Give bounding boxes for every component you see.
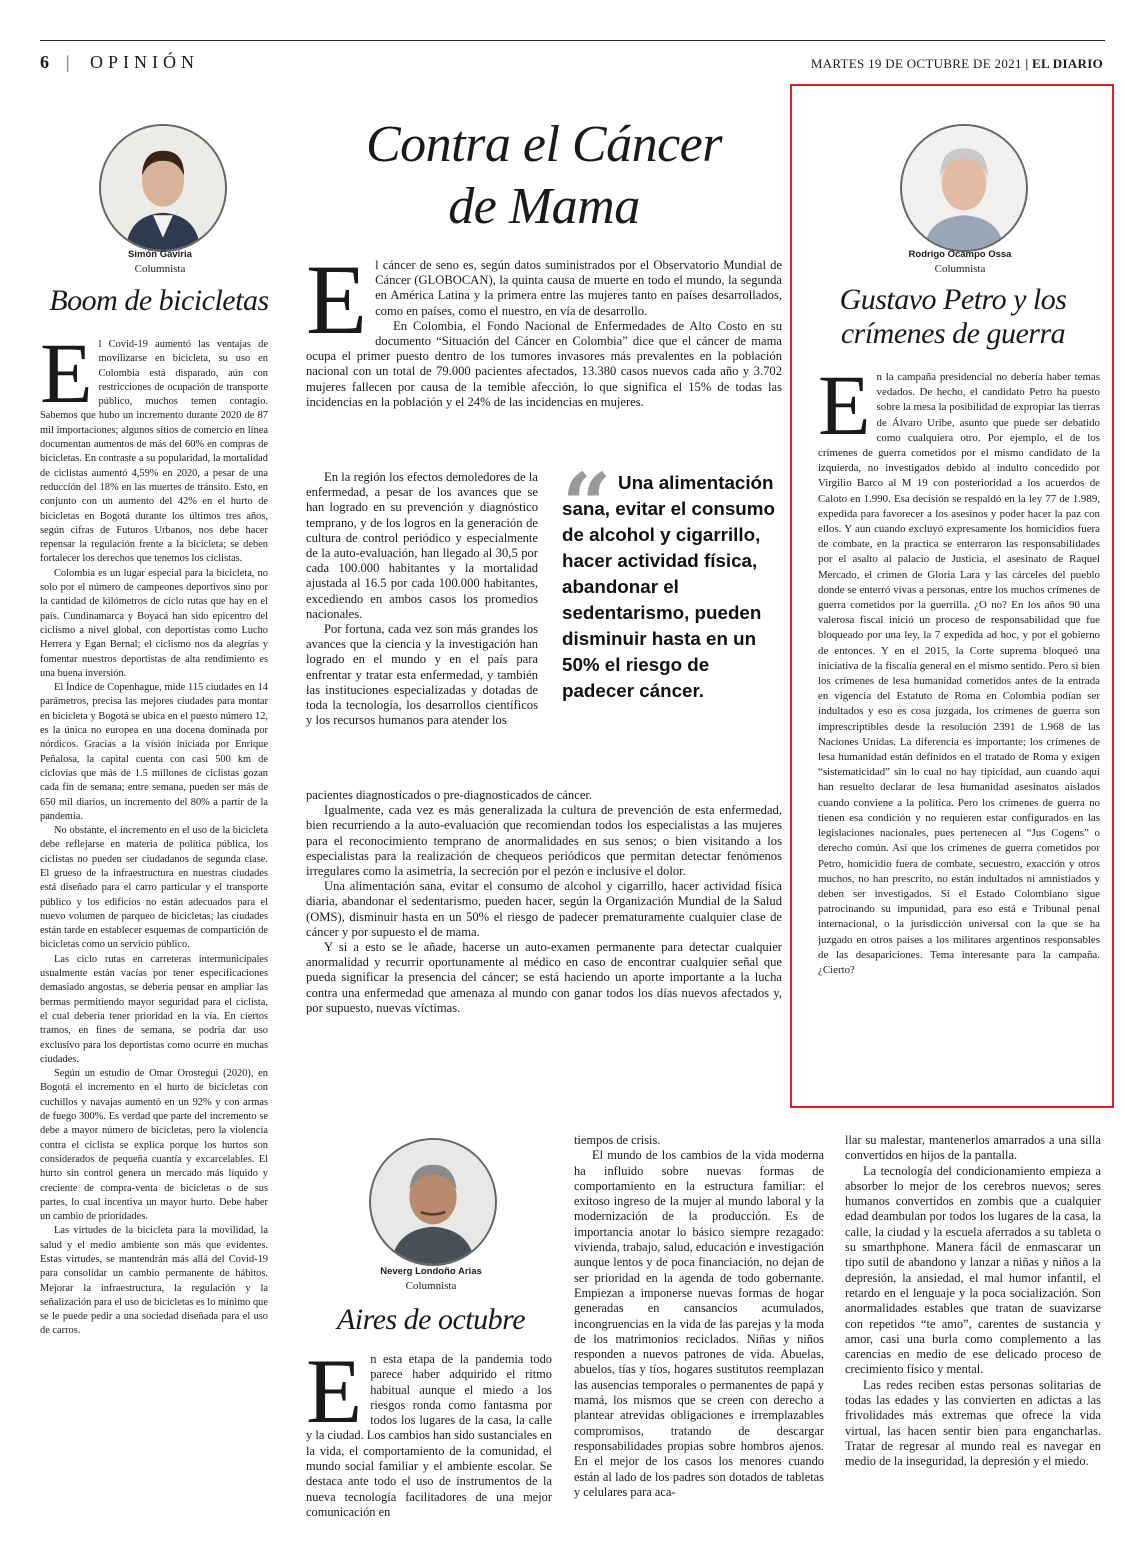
editorial-headline (300, 114, 788, 238)
headline-line: crímenes de guerra (840, 317, 1066, 350)
author-name: Neverg Londoño Arias (380, 1266, 482, 1277)
paragraph: tiempos de crisis. (574, 1133, 661, 1147)
column-body: En la campaña presidencial no debería haber temas vedados. De hecho, el candidato Petro ha puesto sobre la mesa la posibilidad de expropiar las tierras de Álvaro Uribe, asunto que puede ser debatido como cualquiera otro. Por ejemplo, el de los crímenes de guerra cometidos por el mismo candidato de la izquierda, no investigados debido al indulto concedido por Virgilio Barco al M 19 con posterioridad a los acuerdos de Caloto en 1.990. Esa decisión se respaldó en la ley 77 de 1.989, expedida para favorecer a los asesinos y poder hacer la paz con ellos. Y aun cuando excluyó expresamente los homicidios fuera de combate, en la practica se enterraron las responsabilidades por el asalto al palacio de Justicia, el asesinato de Raquel Mercado, el crimen de Gloria Lara y las cárceles del pueblo donde se enterró vivas a personas, entre los muchos crímenes de guerra cometidos por la guerrilla. ¿O no? En los años 90 una valerosa fiscal inició un proceso de responsabilidad que fue bloqueado por una ley, la 7 expedida ad hoc, y por el gobierno de entonces. Y en el 2015, la Corte suprema bloqueó una iniciativa de la fiscalía general en el mismo sentido. Pero si bien los crímenes de lesa humanidad cometidos antes de la entrada en vigencia del Estatuto de Roma en Colombia podían ser indultados y eso es cosa juzgada, los crímenes de guerra son imprescriptibles desde la resolución 2391 de 1.968 de las Naciones Unidas. La diferencia es importante; los crímenes de lesa humanidad están definidos en el tratado de Roma y exigen “sistematicidad” sin lo cual no hay tipicidad, aun cuando aquí han resuelto declarar de lesa humanidad asesinatos aislados cuando conviene a la política. Pero los crímenes de guerra no tienen esa condición y no requieren estar configurados en las legislaciones nacionales, pues pertenecen al “Jus Cogens” o derecho común. Así que los crímenes de guerra cometidos por Petro, homicidio fuera de combate, secuestro, exacción y otros muchos, no han prescrito, no están indultados ni amnistiados y deben ser investigados. Si el Estado Colombiano sigue patrocinando su impunidad, para eso está e Tribunal penal internacional, o la jurisdicción universal con la que se ha juzgado en otros países a los militares argentinos responsables de las desapariciones. Tema interesante para la campaña. ¿Cierto? (818, 370, 1100, 976)
drop-cap: E (40, 338, 93, 421)
column-body-col2 (574, 1133, 824, 1551)
author-role: Columnista (405, 1280, 457, 1292)
drop-cap: E (818, 370, 871, 453)
issue-date: MARTES 19 DE OCTUBRE DE 2021 (810, 56, 1022, 71)
column-body-col1: En esta etapa de la pandemia todo parece haber adquirido el ritmo habitual aunque el miedo a los riesgos ronda como fantasma por todos los lugares de la casa, la calle y la ciudad. Los cambios han sido sustanciales en la vida, el comportamiento de la comunidad, el mundo social familiar y el ambiente escolar. Se destaca ante todo el uso de instrumentos de la nueva tecnología facilitadores de una mejor comunicación en (306, 1352, 552, 1519)
column-headline (800, 283, 1106, 351)
author-photo-rodrigo-ocampo (900, 124, 1028, 252)
paragraph: El Índice de Copenhague, mide 115 ciudades en 14 parámetros, precisa las mejores ciudades para montar en bicicleta y Bogotá se ubica en el puesto número 12, es la única no europea en una docena dominada por nórdicos. Gracias a la visión iniciada por Enrique Peñalosa, la capital cuenta con casi 500 km de ciclovías que más de 1.5 millones de ciclistas gozan cada fin de semana; entre semana, pueden ser más de 650 mil diarios, un incremento del 80% a partir de la pandemia. (40, 682, 268, 822)
paragraph: pacientes diagnosticados o pre-diagnosticados de cáncer. (306, 788, 593, 802)
paragraph: El mundo de los cambios de la vida moderna ha influido sobre nuevas formas de comportamiento en la estructura familiar: el exitoso ingreso de la mujer al mundo laboral y la modernización de la producción. Es de importancia anotar lo básico siempre rezagado: vivienda, trabajo, salud, educación e investigación aunque lentos y de poca financiación, no dejan de ser prioridad en la agenda de todo gobernante. Empiezan a imponerse nuevas formas de hogar generadas en cansancios acumulados, incongruencias en la vida de las parejas y la moda de los matrimonios reciclados. Niñas y niños responden a nuevos patrones de vida. Abuelas, abuelos, tías y tíos, hogares sustitutos reemplazan las ausencias temporales o permanentes de papá y mamá, los mismos que se creen con derecho a plantear atrevidas obligaciones e irremplazables compromisos, tratando de descargar responsabilidades propias sobre hombros ajenos. En el mejor de los casos los menores cuando están al lado de los padres son dotados de tabletas y celulares para aca- (574, 1148, 824, 1499)
column-headline: Boom de bicicletas (49, 284, 269, 317)
portrait-icon (101, 126, 225, 250)
paragraph: llar su malestar, mantenerlos amarrados a una silla convertidos en hijos de la pantalla. (845, 1133, 1101, 1163)
paragraph: Una alimentación sana, evitar el consumo de alcohol y cigarrillo, hacer actividad física diaria, abandonar el sedentarismo, pueden hacer, según la Organización Mundial de la Salud (OMS), disminuir hasta en un 50% el riesgo de padecer prematuramente cualquier clase de cáncer y por supuesto el de mama. (306, 879, 782, 939)
pull-quote-text: Una alimentación sana, evitar el consumo de alcohol y cigarrillo, hacer actividad física, abandonar el sedentarismo, pueden disminuir hasta en un 50% el riesgo de padecer cáncer. (562, 472, 775, 701)
author-name: Simón Gaviria (128, 249, 192, 260)
paragraph: Las ciclo rutas en carreteras intermunicipales usualmente están vacías por tener especificaciones demasiado angostas, se debería pensar en ampliar las bermas permitiendo mayor seguridad para el ciclista, el cual debería tener prioridad en la vía. En ciertos tramos, en fines de semana, se podría dar uso exclusivo para los deportistas como ocurre en muchas ciudades. (40, 953, 268, 1065)
author-name: Rodrigo Ocampo Ossa (908, 249, 1012, 260)
author-photo-simon-gaviria (99, 124, 227, 252)
paragraph: Colombia es un lugar especial para la bicicleta, no solo por el número de campeones deportivos sino por la cantidad de kilómetros de ciclo rutas que hay en el país. Cundinamarca y Boyacá han sido epicentro del ciclismo a nivel global, con deportistas como Lucho Herrera y Egan Bernal; el ciclismo nos da alegrías y fomentar nuestros deportistas de alta rendimiento es una buena inversión. (40, 567, 268, 679)
paragraph: No obstante, el incremento en el uso de la bicicleta debe reflejarse en materia de política pública, los ciclistas no pueden ser ciudadanos de segunda clase. El grueso de la infraestructura en nuestras ciudades está diseñado para el carro particular y el transporte público y los edificios no están adecuados para el nuevo volumen de parqueo de bicicletas; las ciudades están tarde en establecer esquemas de compartición de bicicletas como un servicio público. (40, 825, 268, 951)
top-rule (40, 40, 1105, 41)
column-body: El Covid-19 aumentó las ventajas de movilizarse en bicicleta, su uso en Colombia está disparado, aún con restricciones de ocupación de transporte público, muchos temen contagio. Sabemos que hubo un incremento durante 2020 de 87 mil importaciones; algunos sitios de comercio en línea documentan aumentos de más del 60% en compras de bicicletas. En contraste a su popularidad, la mortalidad de ciclistas aumentó 4,59% en 2020, a pesar de una reducción del 18% en las muertes de tránsito. Esto, en conjunto con un aumento del 42% en el hurto de bicicletas en Bogotá durante los últimos tres años, según cifras de Futuros Urbanos, nos debe hacer repensar la regulación frente a la bicicleta; se deben fortalecer los derechos que tenemos los ciclistas. Colombia es un lugar especial para la bicicleta, no solo por el número de campeones deportivos sino por la cantidad de kilómetros de ciclo rutas que hay en el país. Cundinamarca y Boyacá han sido epicentro del ciclismo a nivel global, con deportistas como Lucho Herrera y Egan Bernal; el ciclismo nos da alegrías y fomentar nuestros deportistas de alta rendimiento es una buena inversión. El Índice de Copenhague, mide 115 ciudades en 14 parámetros, precisa las mejores ciudades para montar en bicicleta y Bogotá se ubica en el puesto número 12, es la única no europea en una docena dominada por nórdicos. Gracias a la visión iniciada por Enrique Peñalosa, la capital cuenta con casi 500 km de ciclovías que más de 1.5 millones de ciclistas gozan cada fin de semana; entre semana, pueden ser más de 650 mil diarios, un incremento del 80% a partir de la pandemia. No obstante, el incremento en el uso de la bicicleta debe reflejarse en materia de política pública, los ciclistas no pueden ser ciudadanos de segunda clase. El grueso de la infraestructura en nuestras ciudades está diseñado para el carro particular y el transporte público y los edificios no están adecuados para el nuevo volumen de parqueo de bicicletas; las ciudades están tarde en establecer esquemas de compartición de bicicletas como un servicio público. Las ciclo rutas en carreteras intermunicipales usualmente están vacías por tener especificaciones demasiado angostas, se debería pensar en ampliar las bermas permitiendo mayor seguridad para el ciclista, el cual debería tener prioridad en la vía. En ciertos tramos, en fines de semana, se podría dar uso exclusivo para los deportistas como ocurre en muchas ciudades. Según un estudio de Omar Orostegui (2020), en Bogotá el incremento en el hurto de bicicletas con cuchillos y navajas aumentó en un 92% y con armas de fuego 300%. Es verdad que parte del incremento se debe a mayor número de bicicletas, pero la violencia contra el ciclista se explica porque los hurtos son considerados de pequeña cuantía y excarcelables. El hurto sin control genera un mercado más líquido y creciente de compra-venta de bicicletas o de sus partes, lo cual incentiva un mayor hurto. Debe haber un cambio de prioridades. Las virtudes de la bicicleta para la movilidad, la salud y el medio ambiente son más que evidentes. Estas virtudes, se mantendrán más allá del Covid-19 para consolidar un cambio permanente de hábitos. Mejorar la infraestructura, la regulación y la señalización para el uso de bicicletas es lo mínimo que se le puede pedir a una sociedad diseñada para el uso de carros. (40, 338, 268, 1550)
column-body-col3 (845, 1133, 1101, 1551)
portrait-icon (902, 126, 1026, 250)
drop-cap: E (306, 1352, 363, 1442)
newspaper-name: | EL DIARIO (1025, 56, 1103, 71)
paragraph: Las virtudes de la bicicleta para la movilidad, la salud y el medio ambiente son más que evidentes. Estas virtudes, se mantendrán más allá del Covid-19 para consolidar un cambio permanente de hábitos. Mejorar la infraestructura, la regulación y la señalización para el uso de bicicletas es lo mínimo que se le puede pedir a una sociedad diseñada para el uso de carros. (40, 1225, 268, 1337)
dateline (811, 56, 1103, 72)
drop-cap: E (306, 244, 368, 355)
portrait-icon (371, 1140, 495, 1264)
editorial-body-bottom (306, 788, 782, 1016)
column-headline: Aires de octubre (336, 1303, 526, 1336)
author-role: Columnista (934, 263, 986, 275)
editorial-body-top: El cáncer de seno es, según datos suministrados por el Observatorio Mundial de Cáncer (GLOBOCAN), la quinta causa de muerte en todo el mundo, la segunda en América Latina y la primera entre las mujeres tanto en países desarrollados, como en países, como el nuestro, en vía de desarrollo. En Colombia, el Fondo Nacional de Enfermedades de Alto Costo en su documento “Situación del Cáncer en Colombia” dice que el cáncer de mama ocupa el primer puesto dentro de los tumores invasores más prevalentes en la población nacional con un total de 79.000 pacientes afectados, 13.380 casos nuevos cada año y 3.702 mujeres fallecen por causa de la temible afección, lo que significa el 15% de todas las incidencias en la población y el 24% de las incidencias en mujeres. (306, 244, 782, 409)
quote-mark-icon: “ (562, 455, 612, 556)
author-role: Columnista (134, 263, 186, 275)
paragraph: En Colombia, el Fondo Nacional de Enfermedades de Alto Costo en su documento “Situación del Cáncer en Colombia” dice que el cáncer de mama ocupa el primer puesto dentro de los tumores invasores más prevalentes en la población nacional con un total de 79.000 pacientes afectados, 13.380 casos nuevos cada año y 3.702 mujeres fallecen por causa de la temible afección, lo que significa el 15% de todas las incidencias en la población y el 24% de las incidencias en mujeres. (306, 318, 782, 409)
section-name: OPINIÓN (90, 52, 199, 72)
paragraph: Y si a esto se le añade, hacerse un auto-examen permanente para detectar cualquier anormalidad y recurrir oportunamente al médico en caso de encontrar cualquier señal que pueda significar la presencia del cáncer; se está haciendo un aporte importante a la lucha contra una enfermedad que amenaza al mundo con ganar todos los días nuevos afectados y, por supuesto, nuevas víctimas. (306, 940, 782, 1015)
page-number: 6 (40, 52, 50, 72)
author-photo-neverg-londono (369, 1138, 497, 1266)
headline-line: de Mama (448, 178, 640, 235)
editorial-body-narrow (306, 470, 538, 728)
pull-quote (562, 455, 782, 704)
paragraph: Igualmente, cada vez es más generalizada la cultura de prevención de esta enfermedad, bien recurriendo a la auto-evaluación que recomiendan todos los especialistas a las mujeres para el reconocimiento temprano de anormalidades en sus senos; o bien visitando a los especialistas para la realización de chequeos periódicos que permitan detectar fenómenos irregulares como la asimetría, la secreción por el pezón e inclusive el dolor. (306, 803, 782, 879)
headline-line: Gustavo Petro y los (839, 283, 1067, 316)
paragraph: Las redes reciben estas personas solitarias de todas las edades y las convierten en adictas a las frivolidades más extremas que ofrece la vida virtual, las hacen sentir bien para engancharlas. Tratar de regresar al mundo real es navegar en medio de la inseguridad, la depresión y el miedo. (845, 1377, 1101, 1469)
paragraph: La tecnología del condicionamiento empieza a absorber lo mejor de los cerebros nuevos; seres humanos convertidos en zombis que a cualquier edad deambulan por todos los lugares de la casa, la calle, la ciudad y la escuela aferrados a su tableta o su smarthphone. Manera fácil de enmascarar un tipo sutil de abandono y lanzar a niñas y niños a la depresión, la ansiedad, el mal humor infantil, el retardo en el lenguaje y la poca socialización. Son anormalidades estables que tratan de suavizarse con repetidos “te amo”, carentes de sustancia y amor, casi una burla como complemento a las carencias en medio de ese delicado proceso de crecimiento físico y mental. (845, 1163, 1101, 1377)
header-separator: | (66, 52, 70, 72)
paragraph: Según un estudio de Omar Orostegui (2020), en Bogotá el incremento en el hurto de bicicletas con cuchillos y navajas aumentó en un 92% y con armas de fuego 300%. Es verdad que parte del incremento se debe a mayor número de bicicletas, pero la violencia contra el ciclista se explica porque los hurtos son considerados de pequeña cuantía y excarcelables. El hurto sin control genera un mercado más líquido y creciente de compra-venta de bicicletas o de sus partes, lo cual incentiva un mayor hurto. Debe haber un cambio de prioridades. (40, 1068, 268, 1223)
headline-line: Contra el Cáncer (366, 116, 722, 173)
paragraph: En la región los efectos demoledores de la enfermedad, a pesar de los avances que se han logrado en su prevención y diagnóstico temprano, y de los logros en la generación de cultura de control periódico y especialmente de la auto-evaluación, han llegado al 30,5 por cada 100.000 habitantes y la mortalidad ajustada al 16.5 por cada 100.000 habitantes, excediendo en ambos casos los promedios nacionales. (306, 470, 538, 621)
paragraph: Por fortuna, cada vez son más grandes los avances que la ciencia y la investigación han logrado en el mundo y en el país para enfrentar y tratar esta enfermedad, y también las instituciones especializadas y dotadas de toda la tecnología, los desarrollos científicos y los recursos humanos para atender los (306, 622, 538, 728)
